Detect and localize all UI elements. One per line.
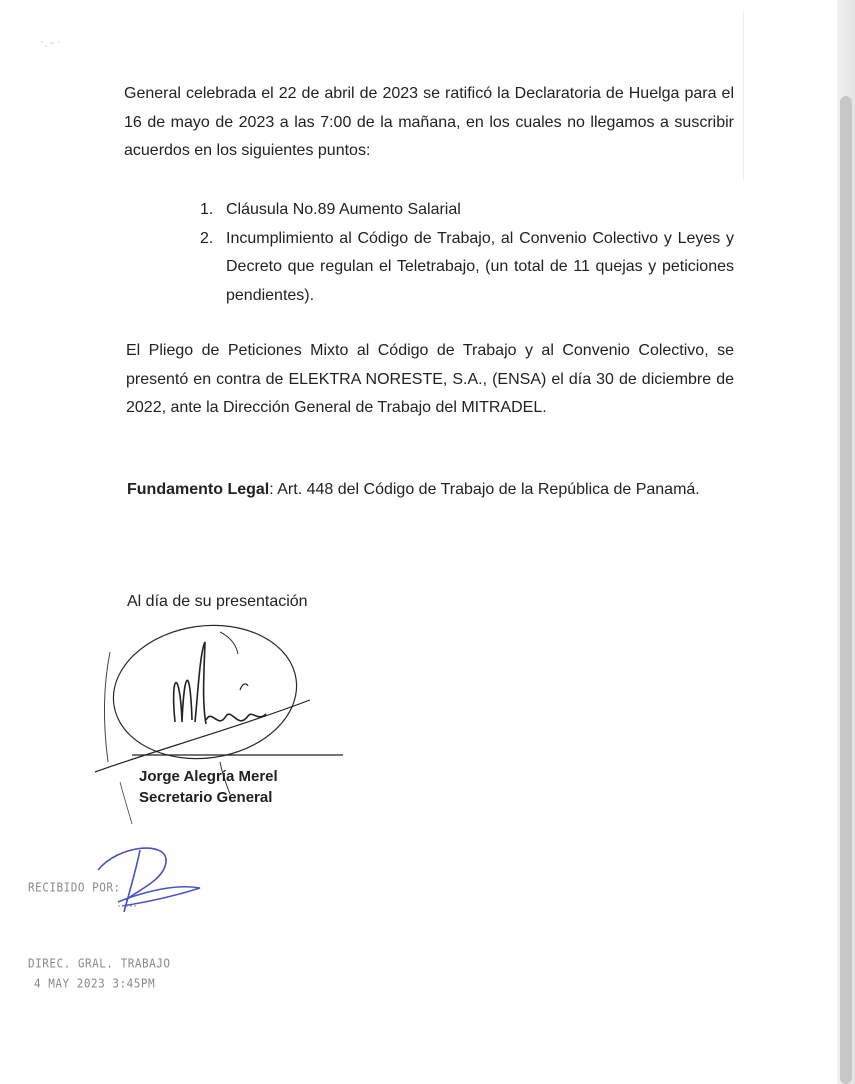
list-item <box>200 225 734 311</box>
received-stamp: RECIBIDO POR: <box>28 880 121 895</box>
signer-block <box>139 766 278 808</box>
fundamento-text: : Art. 448 del Código de Trabajo de la República de Panamá. <box>269 481 700 498</box>
list-text: Incumplimiento al Código de Trabajo, al Convenio Colectivo y Leyes y Decreto que regulan el Teletrabajo, (un total de 11 quejas y peticiones pendientes). <box>226 229 734 304</box>
fundamento-label: Fundamento Legal <box>127 481 270 498</box>
page-edge-line <box>743 10 744 180</box>
list-number: 2. <box>200 229 214 247</box>
signer-title: Secretario General <box>139 789 273 806</box>
fundamento-paragraph <box>127 476 747 505</box>
signer-name: Jorge Alegría Merel <box>139 768 278 785</box>
list-item <box>200 196 734 225</box>
pliego-paragraph: El Pliego de Peticiones Mixto al Código de Trabajo y al Convenio Colectivo, se presentó en contra de ELEKTRA NORESTE, S.A., (ENSA) el día 30 de diciembre de 2022, ante la Dirección General de Trabajo del MITRADEL. <box>126 342 734 416</box>
closing-line: Al día de su presentación <box>127 593 308 610</box>
office-stamp: DIREC. GRAL. TRABAJO <box>28 956 171 971</box>
receiver-signature <box>78 840 218 920</box>
scan-smudge: ·ˏ ˗ · <box>40 36 61 48</box>
points-list <box>200 196 734 310</box>
datetime-stamp: 4 MAY 2023 3:45PM <box>34 976 156 991</box>
intro-paragraph: General celebrada el 22 de abril de 2023 se ratificó la Declaratoria de Huelga para el 16 de mayo de 2023 a las 7:00 de la mañana, en los cuales no llegamos a suscribir acuerdos en los siguientes puntos: <box>124 85 734 159</box>
scrollbar-thumb[interactable] <box>840 96 852 1084</box>
list-text: Cláusula No.89 Aumento Salarial <box>226 201 461 218</box>
scrollbar-track[interactable] <box>837 0 855 1084</box>
list-number: 1. <box>200 201 214 218</box>
